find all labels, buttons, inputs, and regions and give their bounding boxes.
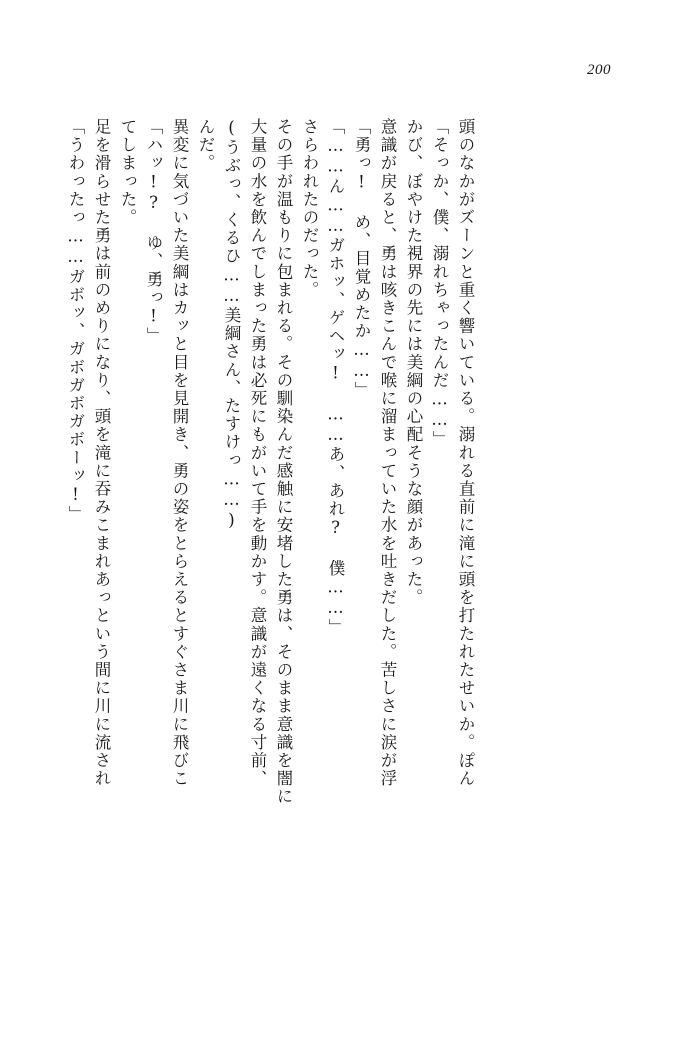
text-column: 大量の水を飲んでしまった勇は必死にもがいて手を動かす。意識が遠くなる寸前、 xyxy=(248,118,267,788)
text-column: かび、ぼやけた視界の先には美綱の心配そうな顔があった。 xyxy=(404,118,423,607)
text-column: さらわれたのだった。 xyxy=(300,118,319,299)
page-number: 200 xyxy=(587,62,611,78)
text-column: 足を滑らせた勇は前のめりになり、頭を滝に吞みこまれあっという間に川に流され xyxy=(92,118,111,788)
text-column: 「……ん……ガホッ、ゲヘッ! ……あ、あれ? 僕……」 xyxy=(326,118,345,637)
vertical-text-body xyxy=(57,118,617,978)
text-column: 「勇っ! め、目覚めたか……」 xyxy=(352,118,371,400)
text-column: 意識が戻ると、勇は咳きこんで喉に溜まっていた水を吐きだした。苦しさに涙が浮 xyxy=(378,118,397,788)
text-column: 「そっか、僕、溺れちゃったんだ……」 xyxy=(430,118,449,449)
text-column: 異変に気づいた美綱はカッと目を見開き、勇の姿をとらえるとすぐさま川に飛びこ xyxy=(170,118,189,788)
text-column: 「ハッ!? ゆ、勇っ!」 xyxy=(144,118,163,346)
text-column: 頭のなかがズーンと重く響いている。溺れる直前に滝に頭を打たれたせいか。ぽん xyxy=(456,118,475,788)
text-column: その手が温もりに包まれる。その馴染んだ感触に安堵した勇は、そのまま意識を闇に xyxy=(274,118,293,806)
text-column: てしまった。 xyxy=(118,118,137,227)
text-column: んだ。 xyxy=(196,118,215,173)
text-column: (うぶっ、くるひ……美綱さん、たすけっ……) xyxy=(222,118,241,532)
text-column: 「うわったっ……ガボッ、ガボガボガボーッ!」 xyxy=(66,118,85,524)
